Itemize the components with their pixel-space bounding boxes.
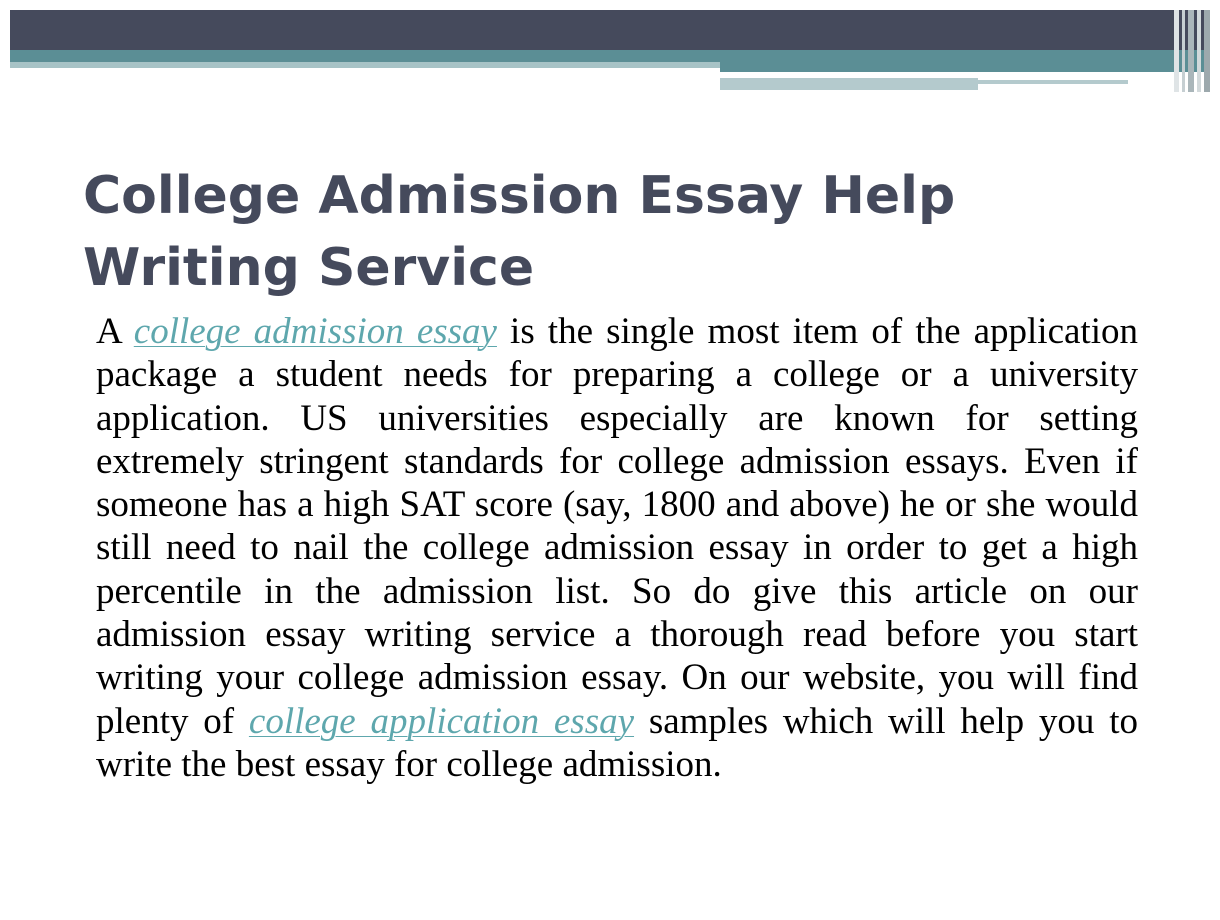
header-band-light-left xyxy=(10,62,720,68)
stripe xyxy=(1204,10,1210,92)
header-band-dark xyxy=(10,10,1210,50)
paragraph-end: samples which will help you to write the best essay for college admission. xyxy=(96,700,1138,785)
header-band-light-right-thin xyxy=(978,80,1128,84)
college-application-essay-link[interactable]: college application essay xyxy=(248,700,635,742)
header-stripes xyxy=(1160,10,1210,92)
slide-title: College Admission Essay Help Writing Service xyxy=(83,166,956,298)
stripe xyxy=(1188,10,1194,92)
college-admission-essay-link[interactable]: college admission essay xyxy=(133,311,497,352)
slide-body-paragraph xyxy=(96,310,1138,786)
header-band-teal-right xyxy=(720,62,1210,72)
stripe xyxy=(1182,10,1185,92)
stripe xyxy=(1197,10,1201,92)
header-band-teal xyxy=(10,50,1210,62)
paragraph-middle: is the single most item of the application package a student needs for preparing a college or a university application. US universities especially are known for setting extremely stringent standards for college admission essays. Even if someone has a high SAT score (say, 1800 and above) he or she would still need to nail the college admission essay in order to get a high percentile in the admission list. So do give this article on our admission essay writing service a thorough read before you start writing your college admission essay. On our website, you will find plenty of xyxy=(96,311,1138,742)
paragraph-lead: A xyxy=(96,311,134,352)
header-band-light-right xyxy=(720,78,978,90)
header-band-divider xyxy=(720,74,1120,77)
stripe xyxy=(1174,10,1179,92)
